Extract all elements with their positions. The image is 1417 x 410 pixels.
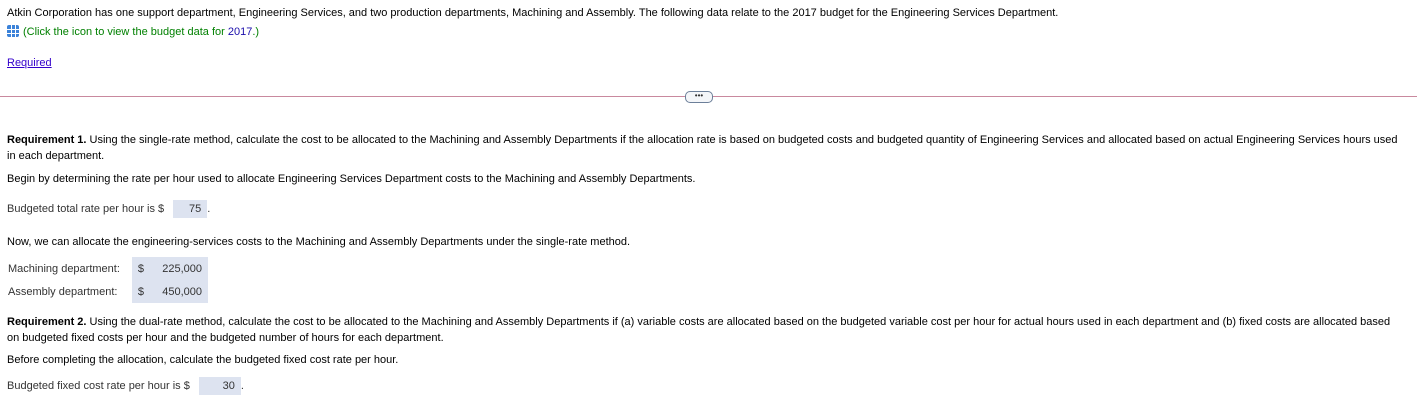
required-link[interactable]: Required [7, 57, 52, 69]
requirement-1: Requirement 1. Using the single-rate method, calculate the cost to be allocated to the Machining and Assembly Departments if the allocation rate is based on budgeted costs and budgeted quantity of Engineering Services and allocated based on actual Engineering Services hours used in each department. [7, 134, 1398, 162]
total-rate-row: Budgeted total rate per hour is $ 75 . [7, 200, 210, 218]
allocation-table [8, 257, 208, 303]
requirement-2: Requirement 2. Using the dual-rate method, calculate the cost to be allocated to the Machining and Assembly Departments if (a) variable costs are allocated based on the budgeted variable cost per hour for actual hours used in each department and (b) fixed costs are allocated based on budgeted fixed costs per hour and the budgeted number of hours for each department. [7, 316, 1391, 344]
table-row: Assembly department: $ 450,000 [8, 280, 208, 303]
table-icon[interactable] [7, 25, 19, 37]
fixed-rate-row: Budgeted fixed cost rate per hour is $ 30 . [7, 377, 244, 395]
table-row: Machining department: $ 225,000 [8, 257, 208, 280]
now-text: Now, we can allocate the engineering-services costs to the Machining and Assembly Departments under the single-rate method. [7, 236, 631, 248]
begin-text: Begin by determining the rate per hour used to allocate Engineering Services Department costs to the Machining and Assembly Departments. [7, 173, 696, 185]
fixed-rate-input[interactable]: 30 [199, 377, 241, 395]
expand-button[interactable]: ••• [685, 91, 713, 103]
before-text: Before completing the allocation, calculate the budgeted fixed cost rate per hour. [7, 354, 399, 366]
machining-input[interactable]: 225,000 [144, 257, 208, 280]
budget-data-link[interactable]: (Click the icon to view the budget data for 2017.) [7, 25, 259, 38]
intro-text: Atkin Corporation has one support department, Engineering Services, and two production departments, Machining and Assembly. The following data relate to the 2017 budget for the Engineering Services Department. [7, 7, 1059, 19]
assembly-input[interactable]: 450,000 [144, 280, 208, 303]
total-rate-input[interactable]: 75 [173, 200, 207, 218]
